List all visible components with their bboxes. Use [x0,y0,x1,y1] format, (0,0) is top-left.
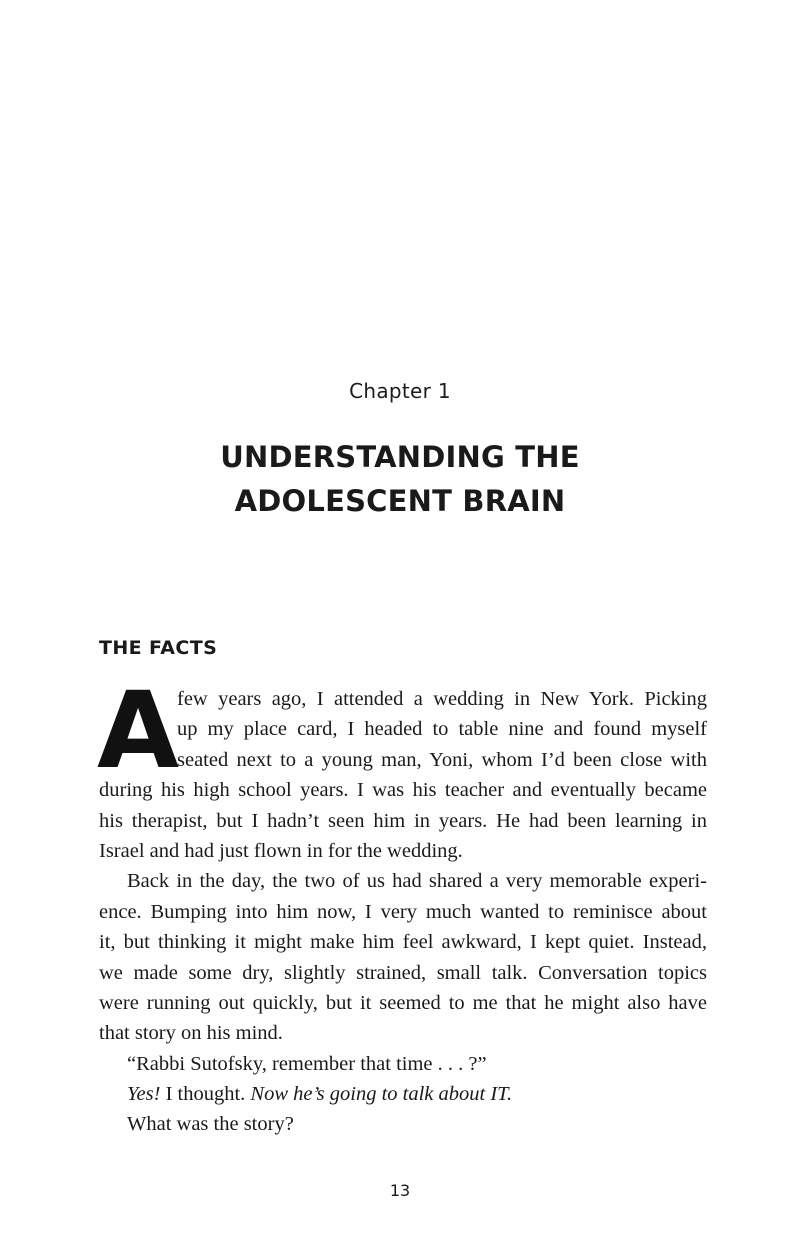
quote-line: “Rabbi Sutofsky, remember that time . . . ?” [127,1052,487,1075]
paragraph-1-line-6: Israel and had just flown in for the wedding. [99,839,463,862]
thought-yes: Yes! [127,1083,161,1106]
paragraph-1-line-2: up my place card, I headed to table nine and found myself [177,718,707,741]
body-text [97,669,707,1140]
paragraph-2-line-1: Back in the day, the two of us had shared a very memorable experi- [127,870,707,893]
thought-middle: I thought. [160,1083,251,1106]
drop-cap: A [97,669,180,792]
paragraph-1-line-3: seated next to a young man, Yoni, whom I’d been close with [177,748,707,771]
paragraph-1-line-1: few years ago, I attended a wedding in New York. Picking [177,688,707,710]
thought-rest: Now he’s going to talk about IT. [250,1083,513,1106]
chapter-label: Chapter 1 [349,379,451,403]
chapter-title-line-1: UNDERSTANDING THE [220,440,580,474]
paragraph-1-line-4: during his high school years. I was his teacher and eventually became [99,779,707,802]
paragraph-2-line-5: were running out quickly, but it seemed to me that he might also have [99,991,707,1014]
paragraph-1-line-5: his therapist, but I hadn’t seen him in years. He had been learning in [99,809,707,832]
paragraph-2-line-4: we made some dry, slightly strained, small talk. Conversation topics [99,961,707,984]
paragraph-2-line-2: ence. Bumping into him now, I very much wanted to reminisce about [99,900,707,923]
question-line: What was the story? [127,1113,294,1136]
chapter-title [0,435,800,523]
paragraph-2-line-6: that story on his mind. [99,1022,283,1045]
thought-line [99,1079,707,1109]
chapter-title-line-2: ADOLESCENT BRAIN [234,484,566,518]
paragraph-2-line-3: it, but thinking it might make him feel awkward, I kept quiet. Instead, [99,931,707,954]
page-number: 13 [389,1181,411,1200]
section-heading: THE FACTS [99,637,218,659]
